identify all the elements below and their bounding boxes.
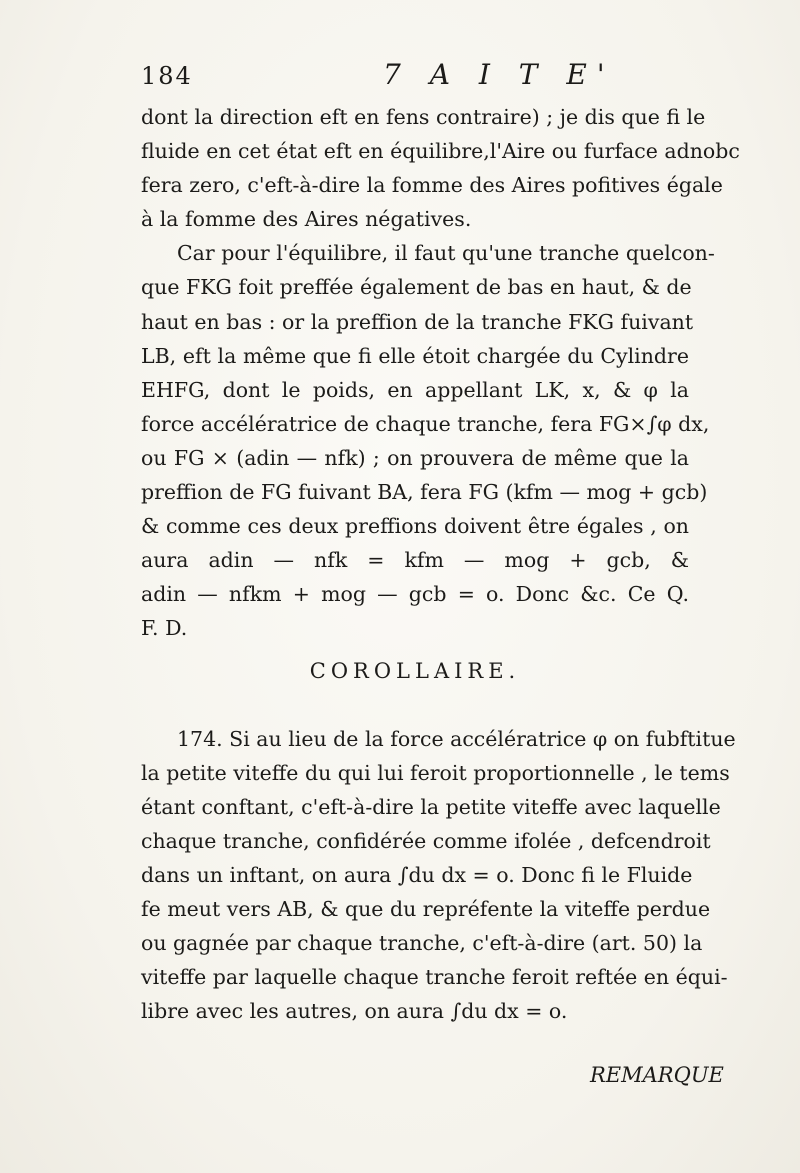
text-line: Car pour l'équilibre, il faut qu'une tranche quelcon- <box>177 241 715 266</box>
text-line: EHFG, dont le poids, en appellant LK, x, & φ la <box>141 377 689 402</box>
text-line: dans un inftant, on aura ∫du dx = o. Donc fi le Fluide <box>141 862 693 887</box>
page-number: 184 <box>141 62 193 90</box>
text-line: haut en bas : or la preffion de la tranche FKG fuivant <box>141 309 694 334</box>
text-line: aura adin — nfk = kfm — mog + gcb, & <box>141 548 689 573</box>
text-line: preffion de FG fuivant BA, fera FG (kfm — mog + gcb) <box>141 480 708 505</box>
text-line: fe meut vers AB, & que du repréfente la viteffe perdue <box>141 897 711 922</box>
text-line: ou FG × (adin — nfk) ; on prouvera de même que la <box>141 445 689 470</box>
text-line: 174. Si au lieu de la force accélératrice φ on fubftitue <box>177 726 736 751</box>
text-line: étant conftant, c'eft-à-dire la petite viteffe avec laquelle <box>141 794 721 819</box>
section-heading: COROLLAIRE. <box>309 658 521 683</box>
text-line: dont la direction eft en fens contraire) ; je dis que fi le <box>141 105 706 129</box>
text-line: à la fomme des Aires négatives. <box>141 207 472 232</box>
text-line: F. D. <box>141 616 188 641</box>
running-title: 7 A I T E' <box>383 58 615 91</box>
catchword: REMARQUE <box>590 1063 724 1087</box>
text-line: libre avec les autres, on aura ∫du dx = o. <box>141 999 568 1024</box>
text-line: que FKG foit preffée également de bas en haut, & de <box>141 275 692 300</box>
text-line: viteffe par laquelle chaque tranche feroit reftée en équi- <box>141 965 728 990</box>
text-line: & comme ces deux preffions doivent être égales , on <box>141 514 689 539</box>
page-header <box>141 52 630 92</box>
text-line: fera zero, c'eft-à-dire la fomme des Aires pofitives égale <box>141 173 723 198</box>
text-line: ou gagnée par chaque tranche, c'eft-à-dire (art. 50) la <box>141 931 703 956</box>
page-body <box>141 100 740 1028</box>
text-line: force accélératrice de chaque tranche, fera FG×∫φ dx, <box>141 411 710 436</box>
text-line: LB, eft la même que fi elle étoit chargée du Cylindre <box>141 343 689 368</box>
text-line: fluide en cet état eft en équilibre,l'Aire ou furface adnobc <box>141 139 740 164</box>
text-line: adin — nfkm + mog — gcb = o. Donc &c. Ce Q. <box>141 582 689 607</box>
text-line: la petite viteffe du qui lui feroit proportionnelle , le tems <box>141 760 730 785</box>
text-line: chaque tranche, confidérée comme ifolée , defcendroit <box>141 828 711 853</box>
